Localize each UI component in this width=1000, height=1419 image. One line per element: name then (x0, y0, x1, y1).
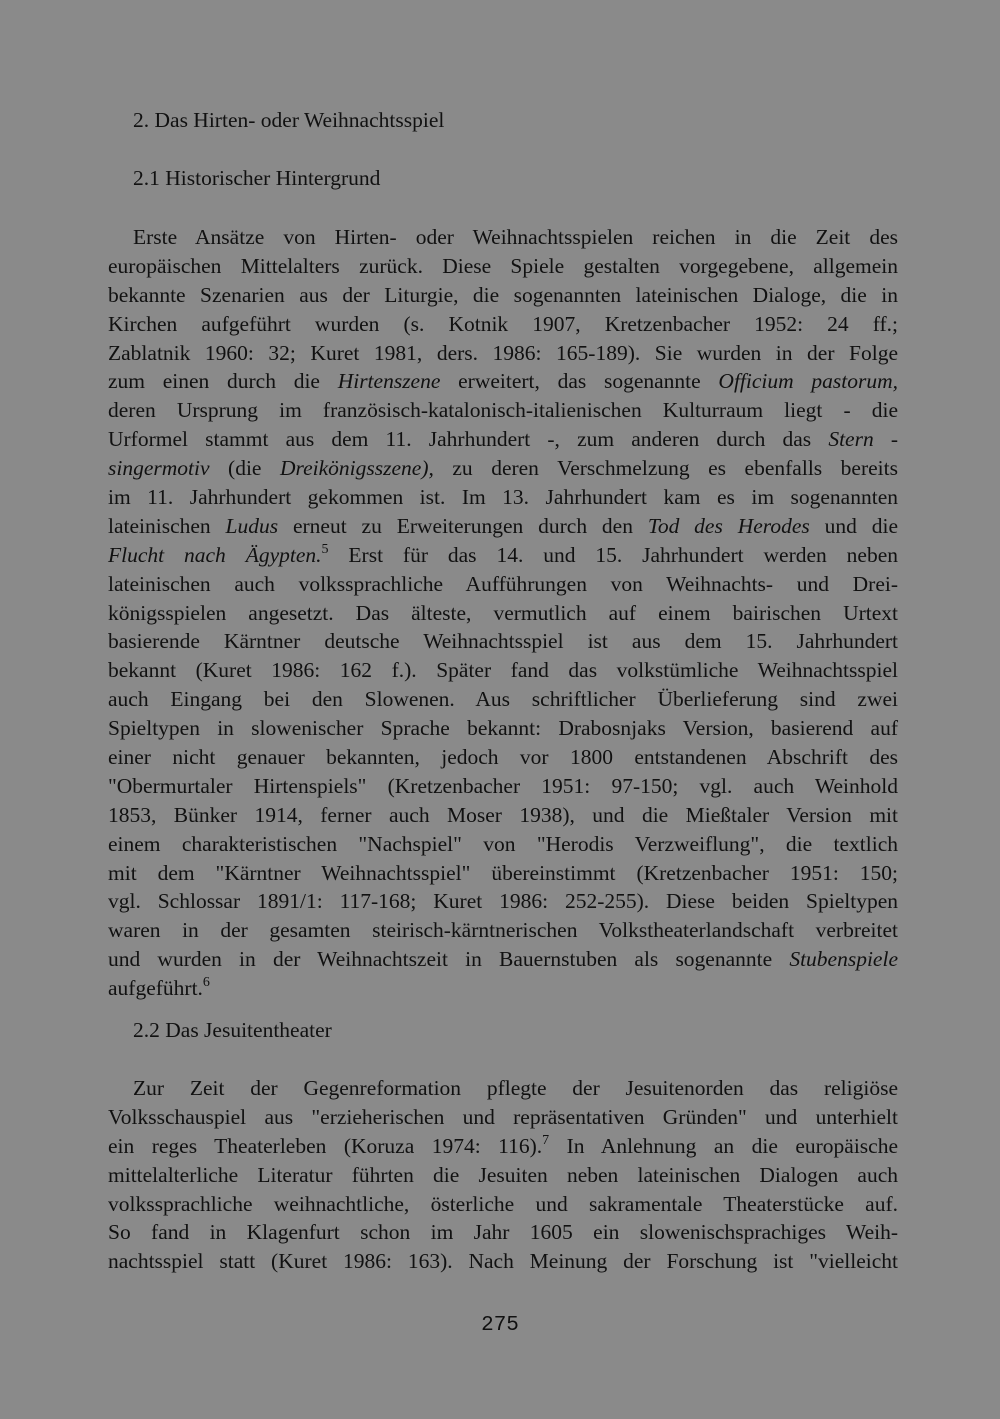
text-line (108, 367, 898, 396)
text-line (108, 916, 898, 945)
text-line (108, 945, 898, 974)
text-line (108, 1161, 898, 1190)
text-segment: Zablatnik 1960: 32; Kuret 1981, ders. 1986: 165-189). Sie wurden in der Folge (108, 340, 898, 365)
text-line (108, 887, 898, 916)
paragraph-historical-background (108, 223, 898, 1003)
section-2-2-heading: 2.2 Das Jesuitentheater (133, 1018, 332, 1042)
text-line (108, 859, 898, 888)
text-segment: Erst für das 14. und 15. Jahrhundert werden neben (328, 542, 898, 567)
text-segment: "Obermurtaler Hirtenspiels" (Kretzenbacher 1951: 97-150; vgl. auch Weinhold (108, 773, 898, 798)
paragraph-jesuit-theatre (108, 1074, 898, 1276)
italic-text: Officium pastorum, (718, 369, 898, 394)
text-line (108, 1218, 898, 1247)
text-segment: Kirchen aufgeführt wurden (s. Kotnik 1907, Kretzenbacher 1952: 24 ff.; (108, 311, 898, 336)
text-segment: mit dem "Kärntner Weihnachtsspiel" übereinstimmt (Kretzenbacher 1951: 150; (108, 860, 898, 885)
text-segment: Urformel stammt aus dem 11. Jahrhundert -, zum anderen durch das (108, 427, 829, 452)
text-segment: im 11. Jahrhundert gekommen ist. Im 13. Jahrhundert kam es im sogenannten (108, 485, 898, 510)
italic-text: Flucht nach Ägypten. (108, 542, 322, 567)
text-segment: vgl. Schlossar 1891/1: 117-168; Kuret 1986: 252-255). Diese beiden Spieltypen (108, 889, 898, 914)
text-segment: bekannte Szenarien aus der Liturgie, die sogenannten lateinischen Dialoge, die in (108, 282, 898, 307)
text-segment: Zur Zeit der Gegenreformation pflegte der Jesuitenorden das religiöse (133, 1076, 898, 1100)
text-line (108, 570, 898, 599)
text-segment: und wurden in der Weihnachtszeit in Bauernstuben als sogenannte (108, 947, 790, 972)
italic-text: singermotiv (108, 456, 210, 481)
footnote-marker: 6 (202, 975, 210, 991)
text-line (108, 743, 898, 772)
text-line (108, 396, 898, 425)
italic-text: Dreikönigsszene), (280, 456, 434, 481)
text-segment: mittelalterliche Literatur führten die Jesuiten neben lateinischen Dialogen auch (108, 1162, 898, 1187)
text-segment: königsspielen angesetzt. Das älteste, vermutlich auf einem bairischen Urtext (108, 600, 898, 625)
text-segment: und die (809, 513, 898, 538)
text-line (108, 656, 898, 685)
text-line (108, 627, 898, 656)
text-line (108, 425, 898, 454)
text-line (108, 974, 898, 1003)
text-segment: basierende Kärntner deutsche Weihnachtsspiel ist aus dem 15. Jahrhundert (108, 629, 898, 654)
text-segment: nachtsspiel statt (Kuret 1986: 163). Nach Meinung der Forschung ist "vielleicht (108, 1249, 898, 1274)
text-segment: erneut zu Erweiterungen durch den (278, 513, 648, 538)
text-line (108, 714, 898, 743)
text-segment: In Anlehnung an die europäische (549, 1133, 898, 1158)
italic-text: Ludus (225, 513, 279, 538)
text-segment: (die (209, 456, 280, 481)
text-segment: ein reges Theaterleben (Koruza 1974: 116). (108, 1133, 543, 1158)
text-segment: So fand in Klagenfurt schon im Jahr 1605 ein slowenischsprachiges Weih- (108, 1220, 898, 1245)
text-line (108, 454, 898, 483)
text-line (108, 310, 898, 339)
text-line (108, 1132, 898, 1161)
italic-text: Stern - (828, 427, 898, 452)
text-segment: Volksschauspiel aus "erzieherischen und repräsentativen Gründen" und unterhielt (108, 1104, 898, 1129)
text-segment: zu deren Verschmelzung es ebenfalls bereits (433, 456, 898, 481)
text-segment: 1853, Bünker 1914, ferner auch Moser 1938), und die Mießtaler Version mit (108, 802, 898, 827)
text-line (108, 599, 898, 628)
text-segment: aufgeführt. (108, 976, 203, 1001)
page-number: 275 (481, 1314, 519, 1337)
text-line (108, 1247, 898, 1276)
text-line (108, 512, 898, 541)
text-line (108, 252, 898, 281)
text-segment: deren Ursprung im französisch-katalonisch-italienischen Kulturraum liegt - die (108, 398, 898, 423)
text-segment: europäischen Mittelalters zurück. Diese Spiele gestalten vorgegebene, allgemein (108, 253, 898, 278)
text-segment: Erste Ansätze von Hirten- oder Weihnachtsspielen reichen in die Zeit des (133, 225, 898, 249)
text-segment: lateinischen (108, 513, 226, 538)
footnote-marker: 5 (321, 541, 329, 557)
text-segment: erweitert, das sogenannte (440, 369, 719, 394)
section-2-1-heading: 2.1 Historischer Hintergrund (133, 166, 381, 190)
text-line (108, 281, 898, 310)
text-line (108, 1190, 898, 1219)
text-line (108, 801, 898, 830)
italic-text: Stubenspiele (789, 947, 898, 972)
text-segment: waren in der gesamten steirisch-kärntnerischen Volkstheaterlandschaft verbreitet (108, 918, 898, 943)
text-segment: einem charakteristischen "Nachspiel" von "Herodis Verzweiflung", die textlich (108, 831, 898, 856)
text-line (108, 483, 898, 512)
italic-text: Tod des Herodes (647, 513, 810, 538)
text-line (108, 223, 898, 252)
text-line (108, 541, 898, 570)
italic-text: Hirtenszene (337, 369, 441, 394)
text-line (108, 1103, 898, 1132)
section-2-heading: 2. Das Hirten- oder Weihnachtsspiel (133, 108, 445, 132)
text-segment: auch Eingang bei den Slowenen. Aus schriftlicher Überlieferung sind zwei (108, 687, 898, 712)
text-segment: zum einen durch die (108, 369, 338, 394)
text-line (108, 830, 898, 859)
text-line (108, 339, 898, 368)
text-line (108, 1074, 898, 1103)
text-line (108, 685, 898, 714)
text-segment: lateinischen auch volkssprachliche Aufführungen von Weihnachts- und Drei- (108, 571, 898, 596)
text-segment: bekannt (Kuret 1986: 162 f.). Später fand das volkstümliche Weihnachtsspiel (108, 658, 898, 683)
text-line (108, 772, 898, 801)
footnote-marker: 7 (542, 1132, 550, 1148)
text-segment: volkssprachliche weihnachtliche, österliche und sakramentale Theaterstücke auf. (108, 1191, 898, 1216)
text-segment: einer nicht genauer bekannten, jedoch vor 1800 entstandenen Abschrift des (108, 745, 898, 770)
text-segment: Spieltypen in slowenischer Sprache bekannt: Drabosnjaks Version, basierend auf (108, 716, 898, 741)
